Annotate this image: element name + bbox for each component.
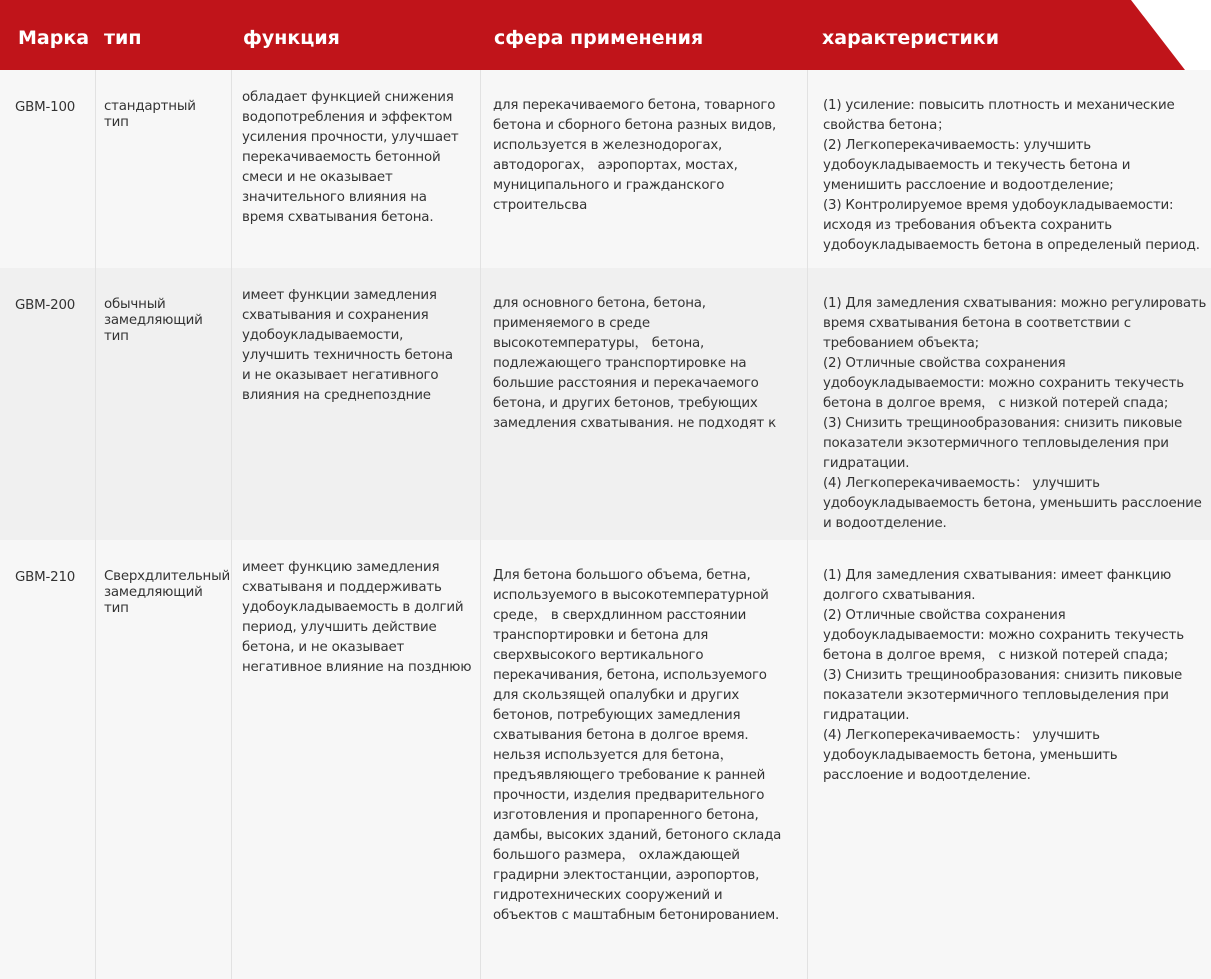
cell-text-line: удобоукладываемости: можно сохранить текучесть [823,376,1184,391]
cell-text-line: среде， в сверхдлинном расстоянии [493,608,747,623]
cell-text-line: и водоотделение. [823,516,947,531]
cell-text-line: гидратации. [823,456,910,471]
cell-text-line: бетона в долгое время， с низкой потерей спада; [823,648,1169,663]
cell-text-line: значительного влияния на [242,190,427,205]
cell-text-line: предъявляющего требование к ранней [493,768,766,783]
cell-features [807,268,1211,540]
cell-function [231,70,480,268]
cell-text-line: стандартный [104,99,196,114]
cell-text-line: для перекачиваемого бетона, товарного [493,98,776,113]
cell-text-line: и не оказывает негативного [242,368,439,383]
cell-text-line: (2) Легкоперекачиваемость: улучшить [823,138,1091,153]
cell-text-line: бетона, и других бетонов, требующих [493,396,758,411]
cell-text-line: муниципального и гражданского [493,178,725,193]
cell-scope [480,70,807,268]
cell-text-line: (3) Снизить трещинообразования: снизить пиковые [823,416,1183,431]
cell-text-line: время схватывания бетона в соответствии с [823,316,1131,331]
cell-text-line: (2) Отличные свойства сохранения [823,356,1066,371]
cell-text-line: показатели экзотермичного тепловыделения при [823,436,1169,451]
table-header [0,0,1211,70]
cell-text-line: транспортировки и бетона для [493,628,709,643]
cell-text-line: расслоение и водоотделение. [823,768,1031,783]
cell-text-line: (2) Отличные свойства сохранения [823,608,1066,623]
cell-text-line: водопотребления и эффектом [242,110,453,125]
cell-text-line: время схватывания бетона. [242,210,434,225]
cell-function [231,268,480,540]
cell-text-line: бетона в долгое время， с низкой потерей спада; [823,396,1169,411]
cell-text-line: удобоукладываемость и текучесть бетона и [823,158,1131,173]
cell-text-line: удобоукладываемости: можно сохранить текучесть [823,628,1184,643]
cell-text-line: замедляющий [104,313,203,328]
cell-text-line: усиления прочности, улучшает [242,130,459,145]
cell-mark [0,70,95,268]
cell-text-line: изготовления и пропаренного бетона, [493,808,759,823]
cell-text-line: большие расстояния и перекачаемого [493,376,759,391]
cell-text-line: прочности, изделия предварительного [493,788,765,803]
cell-text-line: высокотемпературы， бетона, [493,336,705,351]
cell-text-line: негативное влияние на позднюю [242,660,472,675]
cell-text-line: тип [104,601,129,616]
header-type: тип [104,27,142,49]
cell-text-line: схватываня и поддерживать [242,580,442,595]
cell-text-line: используется в железнодорогах, [493,138,723,153]
cell-text-line: тип [104,115,129,130]
cell-text-line: автодорогах， аэропортах, мостах, [493,158,738,173]
cell-text-line: бетона и сборного бетона разных видов, [493,118,777,133]
header-scope: сфера применения [494,27,704,49]
cell-text-line: (1) усиление: повысить плотность и механические [823,98,1175,113]
cell-text-line: показатели экзотермичного тепловыделения при [823,688,1169,703]
cell-text-line: дамбы, высоких зданий, бетоного склада [493,828,782,843]
cell-text-line: GBM-100 [15,100,76,115]
cell-features [807,540,1211,979]
cell-text-line: (4) Легкоперекачиваемость： улучшить [823,728,1100,743]
cell-text-line: бетонов, потребующих замедления [493,708,741,723]
cell-text-line: замедляющий [104,585,203,600]
cell-text-line: удобоукладываемость бетона в определеный период. [823,238,1200,253]
cell-text-line: удобоукладываемость в долгий [242,600,464,615]
cell-text-line: Для бетона большого объема, бетна, [493,568,751,583]
cell-text-line: GBM-210 [15,570,76,585]
cell-text-line: схватывания и сохранения [242,308,429,323]
header-mark: Марка [18,27,90,49]
cell-text-line: влияния на среднепоздние [242,388,431,403]
cell-text-line: перекачиваемость бетонной [242,150,441,165]
table-row [0,268,1211,540]
cell-text-line: (4) Легкоперекачиваемость： улучшить [823,476,1100,491]
cell-text-line: для скользящей опалубки и других [493,688,740,703]
cell-text-line: смеси и не оказывает [242,170,393,185]
cell-text-line: долгого схватывания. [823,588,976,603]
cell-text-line: схватывания бетона в долгое время. [493,728,749,743]
cell-text-line: имеет функции замедления [242,288,437,303]
table-row [0,540,1211,979]
cell-text-line: (3) Контролируемое время удобоукладываемости: [823,198,1174,213]
cell-scope [480,268,807,540]
cell-text-line: подлежающего транспортировке на [493,356,747,371]
cell-scope [480,540,807,979]
cell-text-line: (1) Для замедления схватывания: можно регулировать [823,296,1207,311]
cell-text-line: гидратации. [823,708,910,723]
cell-text-line: тип [104,329,129,344]
cell-text-line: замедления схватывания. не подходят к [493,416,777,431]
cell-text-line: GBM-200 [15,298,76,313]
header-features: характеристики [822,27,1000,49]
cell-text-line: требованием объекта; [823,336,979,351]
cell-text-line: уменишить расслоение и водоотделение; [823,178,1114,193]
cell-type [95,540,231,979]
cell-text-line: перекачивания, бетона, используемого [493,668,767,683]
cell-mark [0,268,95,540]
cell-text-line: удобоукладываемости, [242,328,404,343]
cell-text-line: сверхвысокого вертикального [493,648,704,663]
cell-text-line: (3) Снизить трещинообразования: снизить пиковые [823,668,1183,683]
cell-text-line: (1) Для замедления схватывания: имеет фанкцию [823,568,1172,583]
cell-text-line: гидротехнических сооружений и [493,888,723,903]
cell-text-line: свойства бетона； [823,118,951,133]
cell-text-line: Сверхдлительный [104,569,230,584]
cell-text-line: исходя из требования объекта сохранить [823,218,1112,233]
cell-mark [0,540,95,979]
cell-features [807,70,1211,268]
cell-text-line: используемого в высокотемпературной [493,588,769,603]
cell-text-line: бетона, и не оказывает [242,640,405,655]
cell-text-line: период, улучшить действие [242,620,437,635]
cell-text-line: улучшить техничность бетона [242,348,453,363]
table-row [0,70,1211,268]
cell-text-line: для основного бетона, бетона, [493,296,706,311]
cell-text-line: обладает функцией снижения [242,90,454,105]
header-function: функция [243,27,340,49]
cell-text-line: применяемого в среде [493,316,650,331]
cell-text-line: нельзя используется для бетона， [493,748,733,763]
cell-text-line: объектов с маштабным бетонированием. [493,908,780,923]
cell-type [95,268,231,540]
cell-text-line: удобоукладываемость бетона, уменьшить [823,748,1118,763]
cell-text-line: имеет функцию замедления [242,560,440,575]
cell-type [95,70,231,268]
cell-function [231,540,480,979]
cell-text-line: большого размера， охлаждающей [493,848,740,863]
cell-text-line: градирни электостанции, аэропортов, [493,868,760,883]
cell-text-line: удобоукладываемость бетона, уменьшить расслоение [823,496,1202,511]
cell-text-line: строительсва [493,198,588,213]
cell-text-line: обычный [104,297,166,312]
